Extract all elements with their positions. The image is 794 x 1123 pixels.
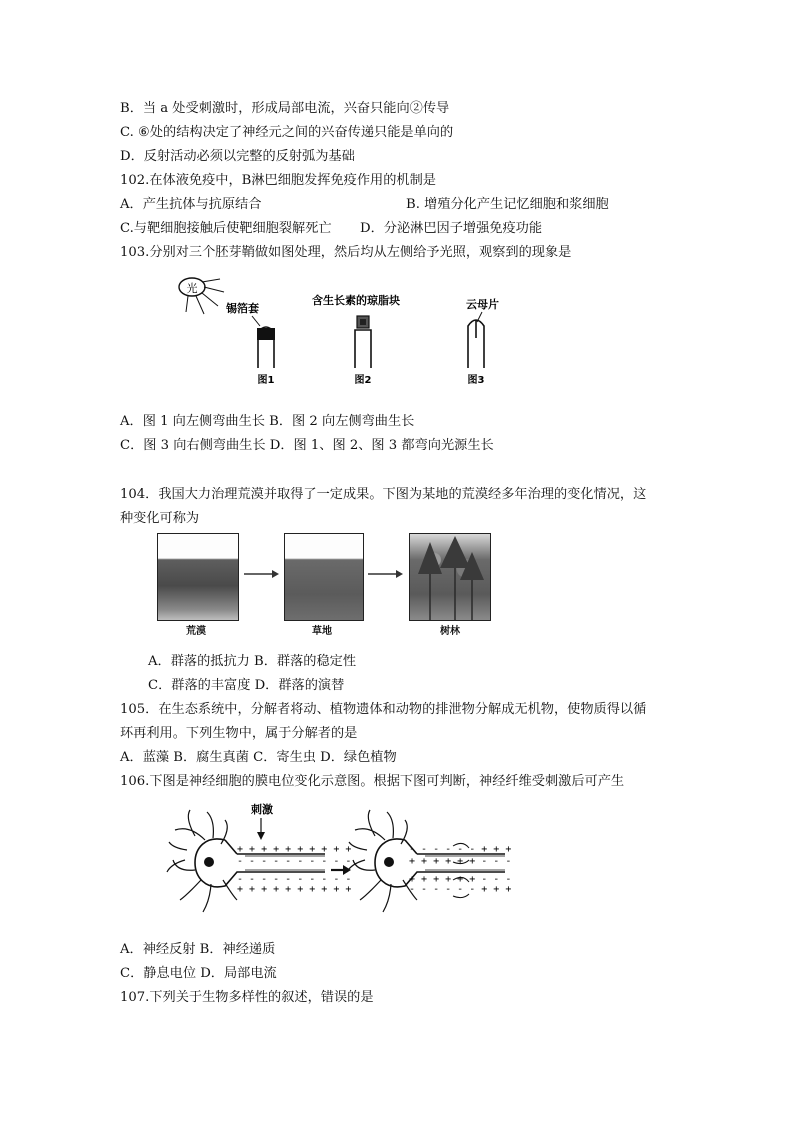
foil-cap (257, 328, 275, 340)
svg-text:- - - - - - + + +: - - - - - - + + + (409, 844, 512, 855)
question-105-line1: 105．在生态系统中，分解者将动、植物遗体和动物的排泄物分解成无机物，使物质得以循 (120, 702, 647, 717)
caption-fig1: 图1 (257, 375, 275, 386)
q104-options-cd: C．群落的丰富度 D．群落的演替 (148, 678, 345, 693)
charge-top-inner: - - - - - - - - - - (237, 856, 352, 867)
option-d-text: D．反射活动必须以完整的反射弧为基础 (120, 149, 355, 164)
charge-bottom-inner: - - - - - - - - - - (237, 874, 352, 885)
q102-option-b: B. 增殖分化产生记忆细胞和浆细胞 (406, 197, 609, 212)
svg-text:- - - - - - + + +: - - - - - - + + + (409, 884, 512, 895)
question-104-line2: 种变化可称为 (120, 511, 200, 526)
option-b-text: B．当 a 处受刺激时，形成局部电流，兴奋只能向②传导 (120, 101, 450, 116)
coleoptile-2 (355, 330, 371, 368)
light-label: 光 (186, 282, 198, 295)
foil-label: 锡箔套 (226, 302, 259, 315)
svg-text:+ + + + + + - - -: + + + + + + - - - (409, 856, 512, 867)
caption-fig3: 图3 (467, 375, 485, 386)
nucleus-icon (384, 857, 394, 867)
charge-top-outer: + + + + + + + + + + (237, 844, 352, 855)
nucleus-icon (204, 857, 214, 867)
mica-label: 云母片 (466, 298, 499, 311)
agar-label: 含生长素的琼脂块 (312, 294, 400, 307)
caption-desert: 荒漠 (186, 626, 206, 637)
q102-option-d: D．分泌淋巴因子增强免疫功能 (360, 221, 543, 236)
caption-grassland: 草地 (312, 626, 332, 637)
q102-option-a: A．产生抗体与抗原结合 (120, 197, 262, 212)
q105-options: A．蓝藻 B．腐生真菌 C．寄生虫 D．绿色植物 (120, 750, 397, 765)
grassland-photo (284, 533, 364, 621)
figure-106-neuron (165, 800, 515, 925)
forest-photo (409, 533, 491, 621)
arrow-icon (366, 568, 404, 580)
q106-options-ab: A．神经反射 B．神经递质 (120, 942, 276, 957)
svg-text:+ + + + + + - - -: + + + + + + - - - (409, 874, 512, 885)
stimulus-label: 刺激 (251, 803, 273, 816)
question-103: 103.分别对三个胚芽鞘做如图处理，然后均从左侧给予光照，观察到的现象是 (120, 245, 572, 260)
question-106: 106.下图是神经细胞的膜电位变化示意图。根据下图可判断，神经纤维受刺激后可产生 (120, 774, 625, 789)
arrow-icon (242, 568, 280, 580)
q103-options-cd: C．图 3 向右侧弯曲生长 D．图 1、图 2、图 3 都弯向光源生长 (120, 438, 494, 453)
question-102: 102.在体液免疫中，B淋巴细胞发挥免疫作用的机制是 (120, 173, 436, 188)
q106-options-cd: C．静息电位 D．局部电流 (120, 966, 277, 981)
question-107: 107.下列关于生物多样性的叙述，错误的是 (120, 990, 374, 1005)
question-104-line1: 104．我国大力治理荒漠并取得了一定成果。下图为某地的荒漠经多年治理的变化情况，这 (120, 487, 647, 502)
q104-options-ab: A．群落的抵抗力 B．群落的稳定性 (148, 654, 357, 669)
option-c-text: C. ⑥处的结构决定了神经元之间的兴奋传递只能是单向的 (120, 125, 454, 140)
trees-icon (410, 534, 490, 620)
caption-forest: 树林 (440, 626, 460, 637)
figure-103-coleoptiles (170, 272, 550, 392)
charge-bottom-outer: + + + + + + + + + + (237, 884, 352, 895)
caption-fig2: 图2 (354, 375, 372, 386)
question-105-line2: 环再利用。下列生物中，属于分解者的是 (120, 726, 358, 741)
stimulus-arrow-icon (257, 832, 265, 840)
desert-photo (157, 533, 239, 621)
q103-options-ab: A．图 1 向左侧弯曲生长 B．图 2 向左侧弯曲生长 (120, 414, 415, 429)
q102-option-c: C.与靶细胞接触后使靶细胞裂解死亡 (120, 221, 332, 236)
